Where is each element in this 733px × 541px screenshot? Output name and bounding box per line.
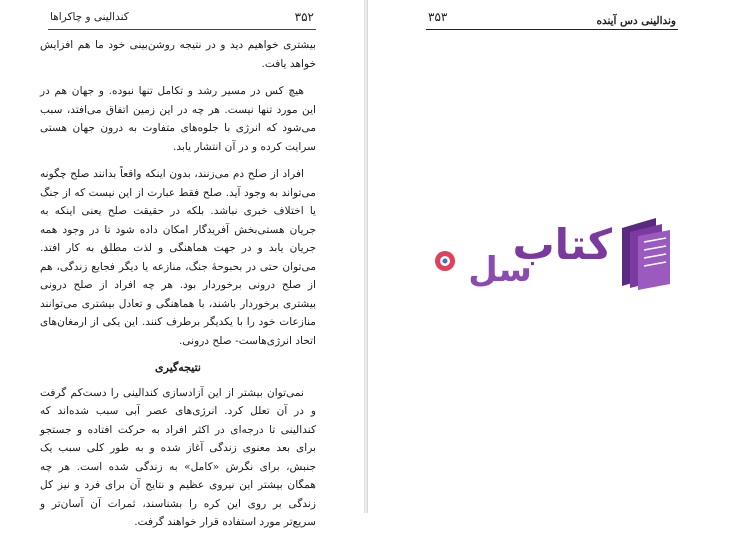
logo-word-ketab: کتاب — [512, 220, 612, 269]
left-running-title: کندالینی و چاکراها — [50, 11, 129, 23]
paragraph-1: بیشتری خواهیم دید و در نتیجه روشن‌بینی خود ما هم افزایش خواهد یافت. — [40, 39, 316, 70]
ketabsal-logo — [432, 212, 682, 302]
right-page-number: ۳۵۳ — [428, 10, 448, 24]
left-page-body — [40, 36, 316, 541]
logo-word-sal: سل — [468, 250, 532, 290]
right-running-title: وندالینی دس آینده — [596, 15, 676, 27]
badge-icon — [434, 250, 456, 272]
right-page-header — [426, 9, 678, 30]
section-heading: نتیجه‌گیری — [155, 361, 201, 374]
conclusion-paragraph: نمی‌توان بیشتر از این آزادسازی کندالینی را دست‌کم گرفت و در آن تعلل کرد. انرژی‌های عصر آبی سبب شده‌اند که کندالینی تا درجه‌ای در اکثر افراد به حرکت افتاده و جستجو برای بعد معنوی زندگی آغاز شده و به طور کلی سبب یک جنبش، برای نگرش «کامل» به زندگی شده است. هر چه همگان بیشتر این نیروی عظیم و نتایج آن برای فرد و نیز کل زندگی بر روی این کره را بشناسند، ثمرات آن آسان‌تر و سریع‌تر مورد استفاده قرار خواهند گرفت. — [40, 386, 316, 528]
paragraph-2: هیچ کس در مسیر رشد و تکامل تنها نبوده. و جهان هم در این مورد تنها نیست. هر چه در این زمین اتفاق می‌افتد، سبب می‌شود که انرژی با جلوه‌های متفاوت به درون جهان هستی سرایت کرده و در آن انتشار یابد. — [40, 85, 316, 153]
left-page-number: ۳۵۲ — [294, 10, 314, 24]
left-page — [0, 0, 364, 528]
paragraph-3: افراد از صلح دم می‌زنند، بدون اینکه واقعاً بدانند صلح چگونه می‌تواند به وجود آید. صلح فقط عبارت از این نیست که از جنگ یا اختلاف خبری نباشد. بلکه در حقیقت صلح یعنی اینکه به جریان هستی‌بخش آفریدگار امکان داده شود تا در وجود همه جریان یابد و در جهت هماهنگی و لذت مطلق به کار افتد. می‌توان حتی در بحبوحهٔ جنگ، منازعه یا دیگر فجایع زندگی، هم از صلح درونی برخوردار بود. هر چه افراد از صلح درونی بیشتری برخوردار باشند، با هماهنگی و تعادل بیشتری می‌توانند منازعات خود را با یکدیگر برطرف کنند. این یکی از ارمغان‌های اتحاد انرژی‌هاست- صلح درونی. — [40, 168, 316, 347]
left-page-header — [48, 9, 316, 30]
books-icon — [616, 218, 682, 290]
